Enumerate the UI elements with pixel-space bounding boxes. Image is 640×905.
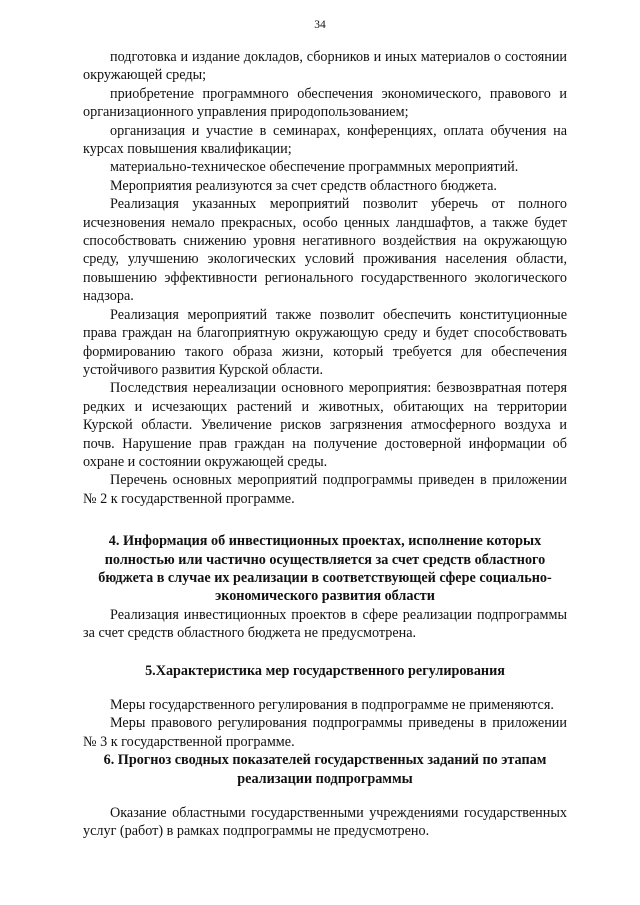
spacer <box>83 680 567 696</box>
paragraph: Перечень основных мероприятий подпрограммы приведен в приложении № 2 к государственной программе. <box>83 472 567 507</box>
paragraph: подготовка и издание докладов, сборников и иных материалов о состоянии окружающей среды; <box>83 49 567 84</box>
paragraph: Реализация мероприятий также позволит обеспечить конституционные права граждан на благоприятную окружающую среду и будет способствовать формированию такого образа жизни, который требуется для обеспечения устойчивого развития Курской области. <box>83 306 567 378</box>
section-5-heading: 5.Характеристика мер государственного регулирования <box>145 662 505 679</box>
spacer <box>83 508 567 532</box>
page-content <box>83 48 567 841</box>
section-4-text: Реализация инвестиционных проектов в сфере реализации подпрограммы за счет средств областного бюджета не предусмотрена. <box>83 606 567 642</box>
paragraph: приобретение программного обеспечения экономического, правового и организационного управления природопользованием; <box>83 85 567 121</box>
paragraph: материально-техническое обеспечение программных мероприятий. <box>110 159 519 176</box>
section-5-paragraph: Меры государственного регулирования в подпрограмме не применяются. <box>110 697 554 713</box>
section-4-heading: 4. Информация об инвестиционных проектах, исполнение которых полностью или частично осуществляется за счет средств областного бюджета в случае их реализации в соответствующей сфере социально-экономического развития области <box>98 533 552 605</box>
paragraph: Мероприятия реализуются за счет средств областного бюджета. <box>110 177 497 194</box>
paragraph: Реализация указанных мероприятий позволит уберечь от полного исчезновения немало прекрасных, особо ценных ландшафтов, а также будет способствовать снижению уровня негативного воздействия на окружающую среду, улучшению экологических условий проживания населения области, повышению эффективности регионального государственного экологического надзора. <box>83 196 567 305</box>
paragraph: организация и участие в семинарах, конференциях, оплата обучения на курсах повышения квалификации; <box>83 122 567 158</box>
paragraph: Последствия нереализации основного мероприятия: безвозвратная потеря редких и исчезающих растений и животных, обитающих на территории Курской области. Увеличение рисков загрязнения атмосферного воздуха и почв. Нарушение прав граждан на получение достоверной информации об охране и состоянии окружающей среды. <box>83 380 567 470</box>
page-number: 34 <box>314 19 326 31</box>
section-5-paragraph: Меры правового регулирования подпрограммы приведены в приложении № 3 к государственной программе. <box>83 715 567 750</box>
section-6-heading: 6. Прогноз сводных показателей государственных заданий по этапам реализации подпрограммы <box>103 752 547 787</box>
spacer <box>83 788 567 804</box>
section-6-text: Оказание областными государственными учреждениями государственных услуг (работ) в рамках подпрограммы не предусмотрено. <box>83 805 567 840</box>
spacer <box>83 643 567 662</box>
